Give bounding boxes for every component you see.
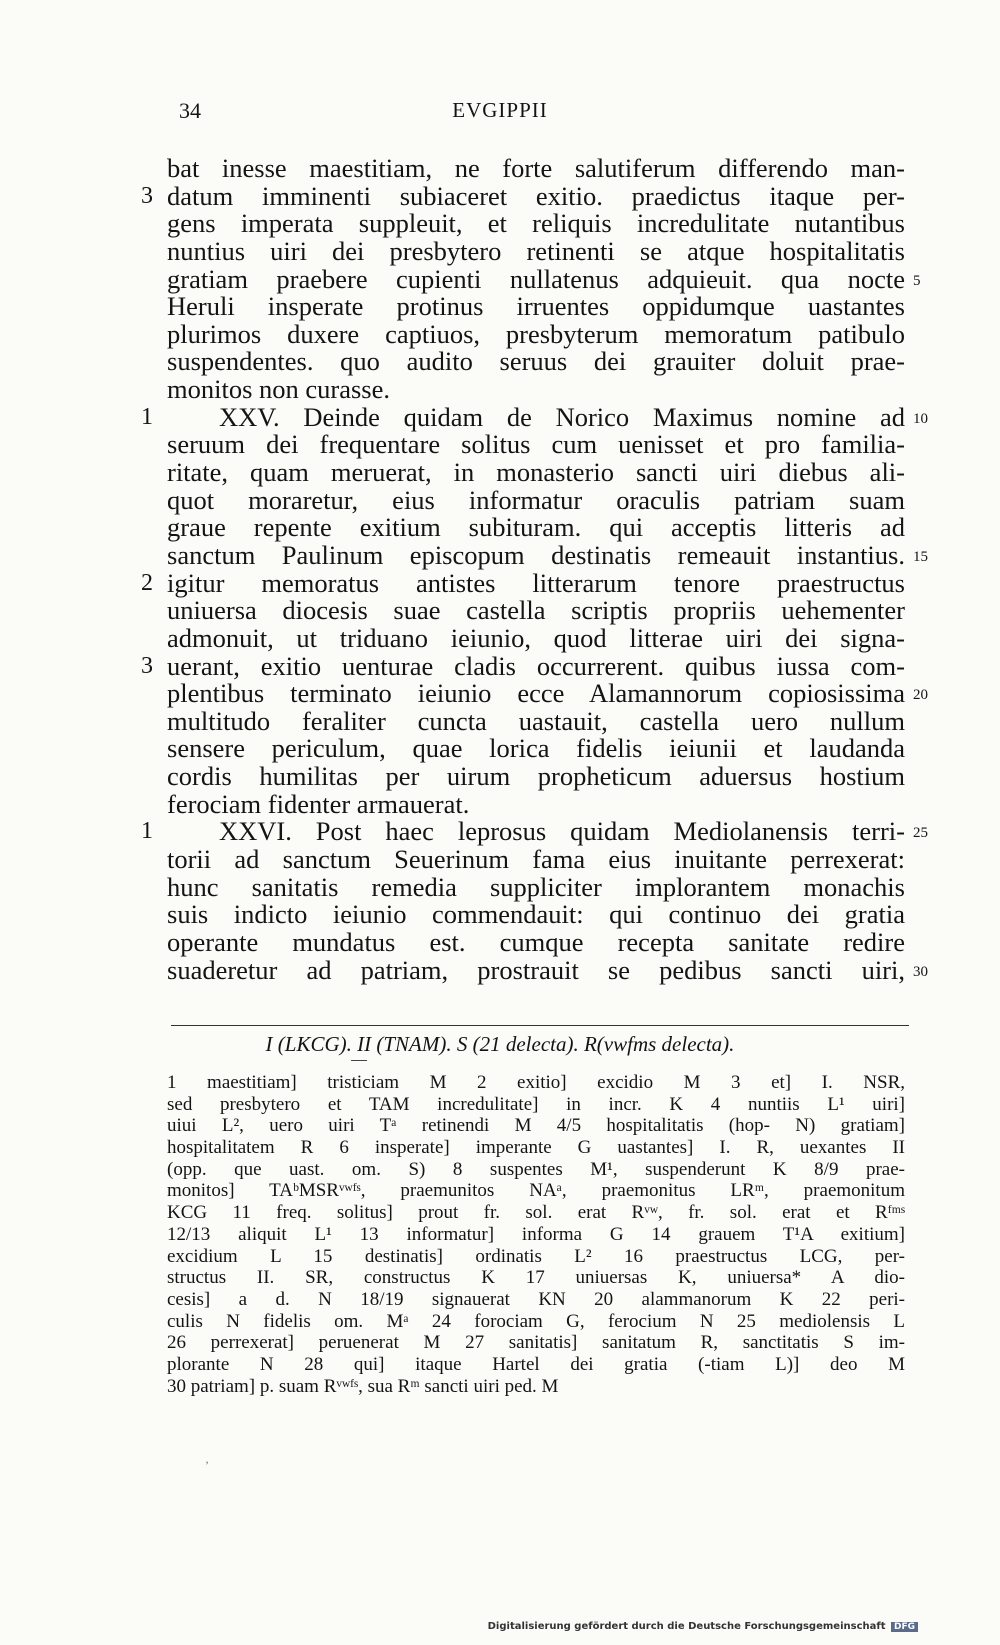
text-line <box>0 567 1000 598</box>
line-text: datum imminenti subiaceret exitio. praedictus itaque per- <box>167 180 905 211</box>
line-text: operante mundatus est. cumque recepta sanitate redire <box>167 926 905 957</box>
apparatus-line: 12/13 aliquit L¹ 13 informatur] informa G 14 grauem T¹A exitium] <box>167 1223 905 1245</box>
line-text: sanctum Paulinum episcopum destinatis remeauit instantius. <box>167 539 905 570</box>
text-line <box>0 293 1000 321</box>
text-line <box>0 348 1000 376</box>
text-line <box>0 155 1000 183</box>
line-text: sensere periculum, quae lorica fidelis ieiunii et laudanda <box>167 733 905 764</box>
main-text <box>0 155 1000 984</box>
line-text: bat inesse maestitiam, ne forte salutiferum differendo man- <box>167 153 905 183</box>
text-line <box>0 210 1000 238</box>
apparatus-line: KCG 11 freq. solitus] prout fr. sol. erat Rᵛʷ, fr. sol. erat et Rᶠᵐˢ <box>167 1202 905 1224</box>
text-line <box>0 180 1000 211</box>
text-line <box>0 622 1000 653</box>
sigla-line: I (LKCG). II (TNAM). S (21 delecta). R(vwfms delecta). <box>265 1032 735 1056</box>
line-text: torii ad sanctum Seuerinum fama eius inuitante perrexerat: <box>167 844 905 875</box>
text-line <box>0 263 1000 294</box>
line-text: gens imperata suppleuit, et reliquis incredulitate nutantibus <box>167 208 905 239</box>
dfg-logo: DFG <box>891 1622 918 1632</box>
apparatus-line: cesis] a d. N 18/19 signauerat KN 20 alammanorum K 22 peri- <box>167 1288 905 1310</box>
line-number: 10 <box>913 410 928 427</box>
text-line <box>0 818 1000 846</box>
text-line <box>0 539 1000 570</box>
text-line <box>0 871 1000 902</box>
line-text: ritate, quam meruerat, in monasterio sancti uiri diebus ali- <box>167 457 905 488</box>
line-number: 20 <box>913 687 928 704</box>
text-line <box>0 926 1000 957</box>
apparatus-line: 26 perrexerat] peruenerat M 27 sanitatis] sanitatum R, sanctitatis S im- <box>167 1332 905 1354</box>
line-text: igitur memoratus antistes litterarum tenore praestructus <box>167 567 905 598</box>
text-line <box>0 484 1000 515</box>
section-number: 1 <box>141 403 153 430</box>
text-line <box>0 763 1000 791</box>
sigla-mark <box>351 1060 367 1061</box>
funding-note-text: Digitalisierung gefördert durch die Deutsche Forschungsgemeinschaft <box>487 1621 886 1632</box>
separator-rule <box>171 1025 909 1026</box>
line-text: seruum dei frequentare solitus cum uenisset et pro familia- <box>167 429 905 460</box>
stray-mark: ’ <box>205 1458 209 1472</box>
section-number: 3 <box>141 182 153 209</box>
line-text: Heruli insperate protinus irruentes oppidumque uastantes <box>167 291 905 322</box>
text-line <box>0 514 1000 542</box>
text-line <box>0 431 1000 459</box>
line-number: 15 <box>913 548 928 565</box>
text-line <box>0 705 1000 736</box>
apparatus-line: monitos] TAᵇMSRᵛʷᶠˢ, praemunitos NAᵃ, praemonitus LRᵐ, praemonitum <box>167 1180 905 1202</box>
apparatus-line: sed presbytero et TAM incredulitate] in incr. K 4 nuntiis L¹ uiri] <box>167 1093 905 1115</box>
text-line <box>0 735 1000 763</box>
line-number: 5 <box>913 272 921 289</box>
line-text: graue repente exitium subituram. qui acceptis litteris ad <box>167 512 905 543</box>
line-number: 25 <box>913 825 928 842</box>
line-text: uniuersa diocesis suae castella scriptis propriis uehementer <box>167 595 905 626</box>
line-text: monitos non curasse. <box>167 374 391 405</box>
text-line <box>0 954 1000 985</box>
line-text: suspendentes. quo audito seruus dei grauiter doluit prae- <box>167 346 905 377</box>
line-text: suis indicto ieiunio commendauit: qui continuo dei gratia <box>167 899 905 930</box>
line-text: multitudo feraliter cuncta uastauit, castella uero nullum <box>167 705 905 736</box>
apparatus-line: 1 maestitiam] tristiciam M 2 exitio] excidio M 3 et] I. NSR, <box>167 1072 905 1093</box>
text-line <box>0 459 1000 487</box>
line-text: XXV. Deinde quidam de Norico Maximus nomine ad <box>219 401 905 432</box>
apparatus-line: hospitalitatem R 6 insperate] imperante G uastantes] I. R, uexantes II <box>167 1137 905 1159</box>
apparatus-line: excidium L 15 destinatis] ordinatis L² 16 praestructus LCG, per- <box>167 1245 905 1267</box>
line-text: plentibus terminato ieiunio ecce Alamannorum copiosissima <box>167 678 905 709</box>
text-line <box>0 376 1000 404</box>
critical-apparatus <box>167 1072 905 1397</box>
text-line <box>0 901 1000 929</box>
apparatus-line: plorante N 28 qui] itaque Hartel dei gratia (-tiam L)] deo M <box>167 1353 905 1375</box>
text-line <box>0 318 1000 349</box>
line-number: 30 <box>913 963 928 980</box>
line-text: hunc sanitatis remedia suppliciter implorantem monachis <box>167 871 905 902</box>
line-text: suaderetur ad patriam, prostrauit se pedibus sancti uiri, <box>167 954 905 985</box>
line-text: plurimos duxere captiuos, presbyterum memoratum patibulo <box>167 318 905 349</box>
line-text: XXVI. Post haec leprosus quidam Mediolanensis terri- <box>219 816 905 847</box>
apparatus-line: uiui L², uero uiri Tᵃ retinendi M 4/5 hospitalitatis (hop- N) gratiam] <box>167 1115 905 1137</box>
section-number: 3 <box>141 652 153 679</box>
line-text: gratiam praebere cupienti nullatenus adquieuit. qua nocte <box>167 263 905 294</box>
line-text: nuntius uiri dei presbytero retinenti se atque hospitalitatis <box>167 235 905 266</box>
text-line <box>0 650 1000 681</box>
text-line <box>0 788 1000 819</box>
section-number: 1 <box>141 818 153 845</box>
text-line <box>0 597 1000 625</box>
apparatus-line: 30 patriam] p. suam Rᵛʷᶠˢ, sua Rᵐ sancti uiri ped. M <box>167 1375 559 1397</box>
page-number: 34 <box>179 98 201 123</box>
text-line <box>0 401 1000 432</box>
line-text: admonuit, ut triduano ieiunio, quod litterae uiri dei signa- <box>167 622 905 653</box>
funding-note <box>488 1621 918 1632</box>
line-text: uerant, exitio uenturae cladis occurrerent. quibus iussa com- <box>167 650 905 681</box>
apparatus-line: structus II. SR, constructus K 17 uniuersas K, uniuersa* A dio- <box>167 1267 905 1289</box>
apparatus-line: (opp. que uast. om. S) 8 suspentes M¹, suspenderunt K 8/9 prae- <box>167 1158 905 1180</box>
apparatus-line: culis N fidelis om. Mᵃ 24 forociam G, ferocium N 25 mediolensis L <box>167 1310 905 1332</box>
text-line <box>0 235 1000 266</box>
text-line <box>0 680 1000 708</box>
running-head: EVGIPPII <box>452 98 548 122</box>
page-header <box>0 98 1000 128</box>
line-text: quot moraretur, eius informatur oraculis patriam suam <box>167 484 905 515</box>
line-text: ferociam fidenter armauerat. <box>167 788 470 819</box>
line-text: cordis humilitas per uirum propheticum aduersus hostium <box>167 761 905 792</box>
section-number: 2 <box>141 569 153 596</box>
text-line <box>0 846 1000 874</box>
